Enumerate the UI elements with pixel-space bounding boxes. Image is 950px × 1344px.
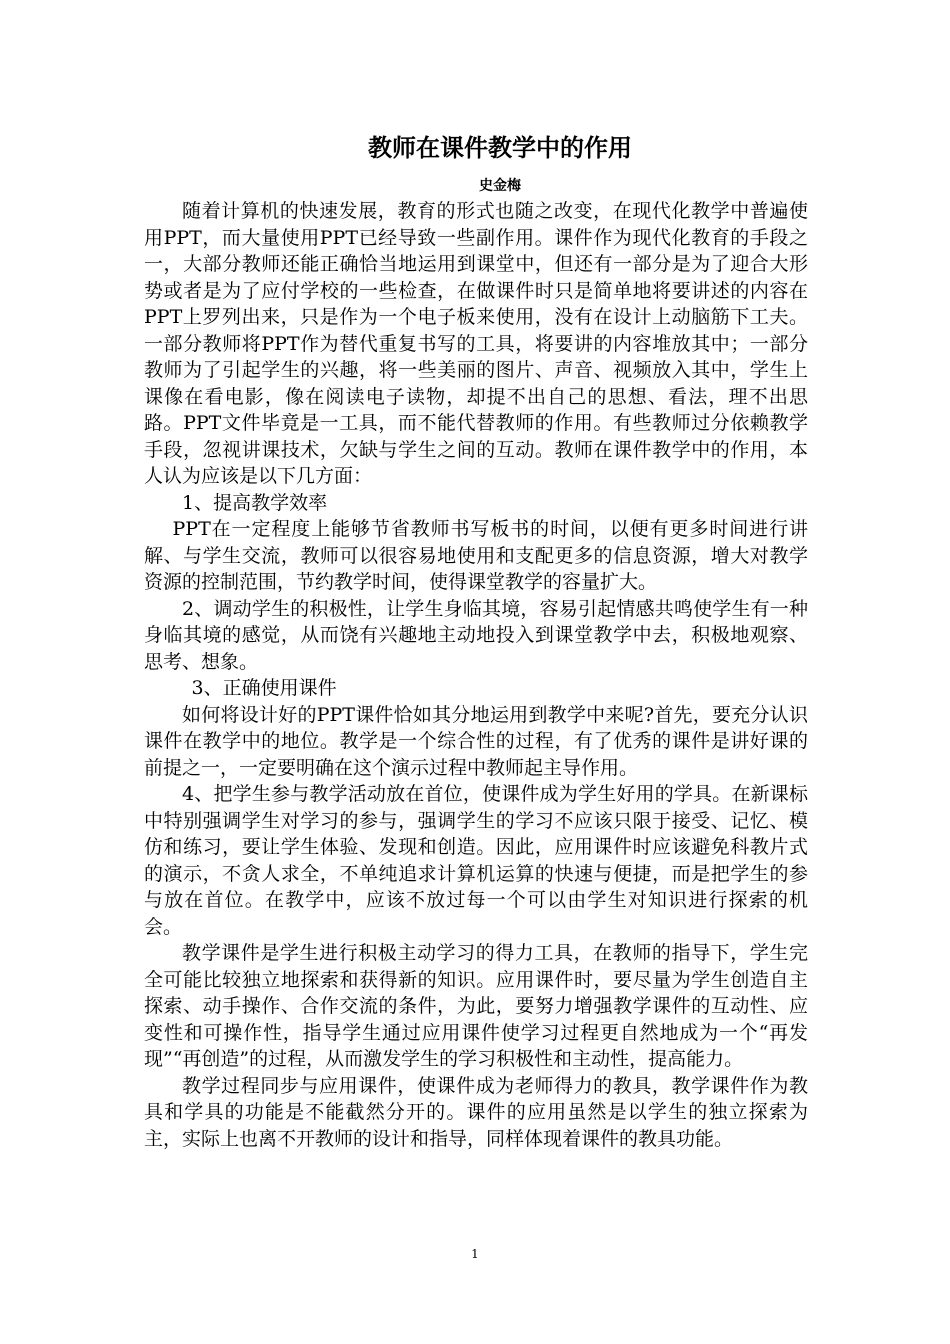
section-heading-4: 4、把学生参与教学活动放在首位，使课件成为学生好用的学具。在新课标中特别强调学生对学习的参与，强调学生的学习不应该只限于接受、记忆、模仿和练习，要让学生体验、发现和创造。因此，应用课件时应该避免科教片式的演示，不贪人求全，不单纯追求计算机运算的快速与便捷，而是把学生的参与放在首位。在教学中，应该不放过每一个可以由学生对知识进行探索的机会。 [144,783,808,938]
paragraph-learning-tool: 教学课件是学生进行积极主动学习的得力工具，在教师的指导下，学生完全可能比较独立地探索和获得新的知识。应用课件时，要尽量为学生创造自主探索、动手操作、合作交流的条件，为此，要努力增强教学课件的互动性、应变性和可操作性，指导学生通过应用课件使学习过程更自然地成为一个“再发现”“再创造”的过程，从而激发学生的学习积极性和主动性，提高能力。 [144,942,808,1070]
section-heading-1: 1、提高教学效率 [182,491,328,514]
document-author: 史金梅 [479,178,521,194]
paragraph-correct-use: 如何将设计好的PPT课件恰如其分地运用到教学中来呢?首先，要充分认识课件在教学中的地位。教学是一个综合性的过程，有了优秀的课件是讲好课的前提之一，一定要明确在这个演示过程中教师起主导作用。 [144,703,808,779]
document-title: 教师在课件教学中的作用 [368,134,632,162]
paragraph-intro: 随着计算机的快速发展，教育的形式也随之改变，在现代化教学中普遍使用PPT，而大量使用PPT已经导致一些副作用。课件作为现代化教育的手段之一，大部分教师还能正确恰当地运用到课堂中，但还有一部分是为了迎合大形势或者是为了应付学校的一些检查，在做课件时只是简单地将要讲述的内容在PPT上罗列出来，只是作为一个电子板来使用，没有在设计上动脑筋下工夫。一部分教师将PPT作为替代重复书写的工具，将要讲的内容堆放其中；一部分教师为了引起学生的兴趣，将一些美丽的图片、声音、视频放入其中，学生上课像在看电影，像在阅读电子读物，却提不出自己的思想、看法，理不出思路。PPT文件毕竟是一工具，而不能代替教师的作用。有些教师过分依赖教学手段，忽视讲课技术，欠缺与学生之间的互动。教师在课件教学中的作用，本人认为应该是以下几方面： [144,200,808,487]
section-heading-2: 2、调动学生的积极性，让学生身临其境，容易引起情感共鸣使学生有一种身临其境的感觉，从而饶有兴趣地主动地投入到课堂教学中去，积极地观察、思考、想象。 [144,597,808,673]
paragraph-efficiency: PPT在一定程度上能够节省教师书写板书的时间，以便有更多时间进行讲解、与学生交流，教师可以很容易地使用和支配更多的信息资源，增大对教学资源的控制范围，节约教学时间，使得课堂教学的容量扩大。 [144,518,808,593]
section-heading-3: 3、正确使用课件 [191,677,337,699]
paragraph-teaching-aid: 教学过程同步与应用课件，使课件成为老师得力的教具，教学课件作为教具和学具的功能是不能截然分开的。课件的应用虽然是以学生的独立探索为主，实际上也离不开教师的设计和指导，同样体现着课件的教具功能。 [144,1074,808,1150]
document-body [144,198,808,1152]
page-number: 1 [471,1247,479,1261]
